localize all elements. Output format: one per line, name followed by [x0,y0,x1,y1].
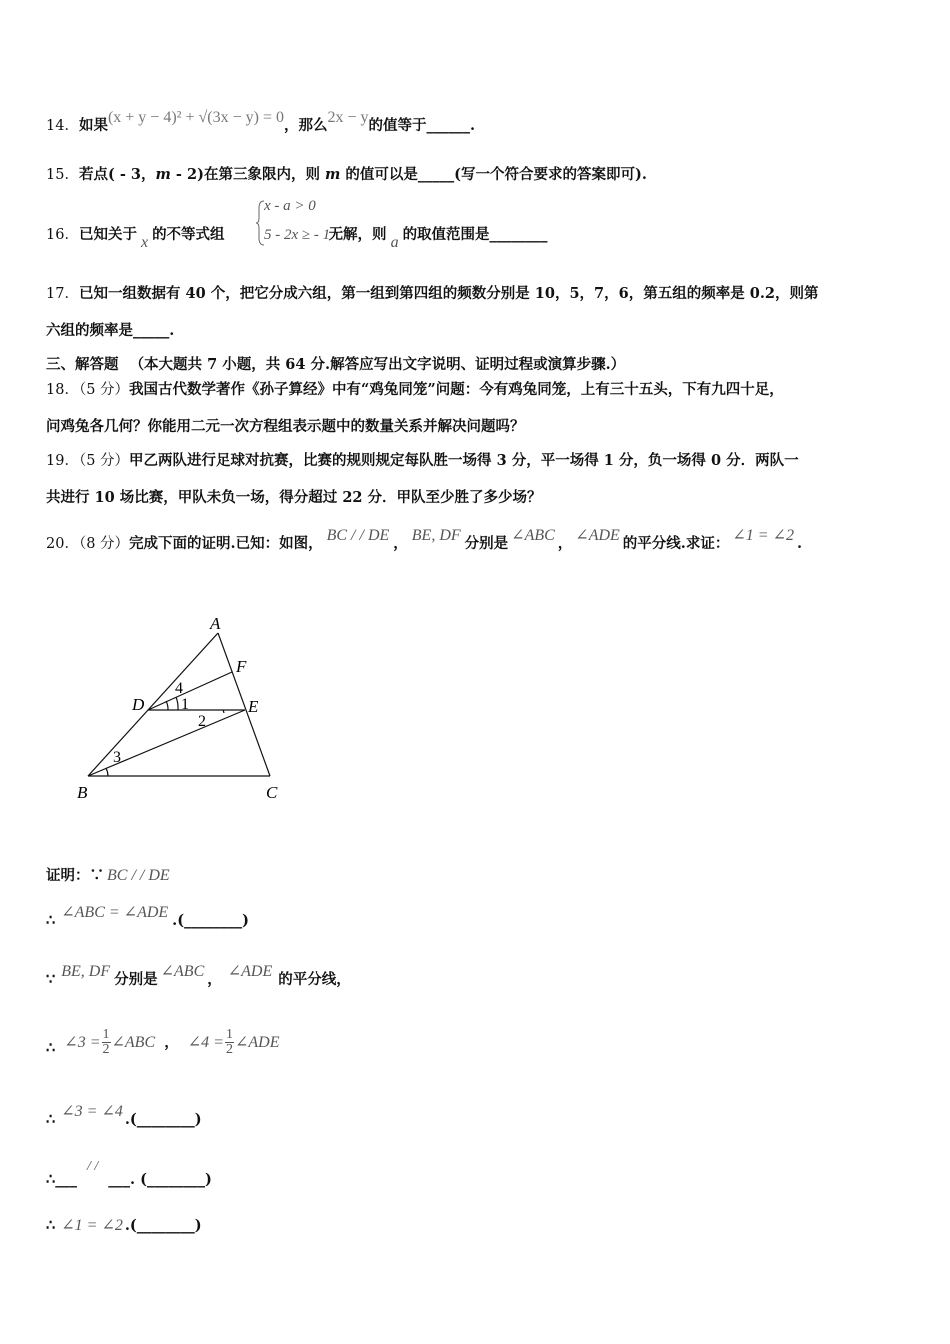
question-text: 已知一组数据有 40 个，把它分成六组，第一组到第四组的频数分别是 10，5，7，6，第五组的频率是 0.2，则第 [78,285,819,302]
question-text: 完成下面的证明.已知：如图， [129,535,323,552]
because-symbol: ∵ [89,867,104,884]
question-text: ，那么 [283,117,328,134]
math-angle-1-eq-2: ∠1 = ∠2 [61,1217,123,1234]
inequality-1: x - a > 0 [264,198,316,214]
fraction-half [102,1028,111,1057]
proof-text: 分别是 [114,971,158,988]
angle-1-label: 1 [181,696,189,713]
section-note: （本大题共 7 小题，共 64 分.解答应写出文字说明、证明过程或演算步骤.） [129,356,626,373]
proof-line-3 [46,963,351,990]
fraction-half [225,1028,234,1057]
proof-line-2 [46,904,249,931]
fill-blank[interactable]: ___ [108,1171,131,1188]
therefore-symbol: ∴ [46,912,56,929]
reason-blank[interactable]: . (________) [130,1171,212,1188]
variable-a: a [390,234,399,251]
question-score: （5 分） [78,382,130,398]
question-18-line-2: 问鸡兔各几何？你能用二元一次方程组表示题中的数量关系并解决问题吗？ [46,418,525,435]
fraction-numerator: 1 [102,1027,110,1042]
inequality-2: 5 - 2x ≥ - 1 [264,227,331,243]
proof-line-6 [46,1159,212,1191]
math-be-df: BE, DF [411,527,461,544]
question-19 [46,451,799,471]
question-score: （8 分） [78,536,130,552]
proof-line-7 [46,1216,202,1236]
question-text: - 2)在第三象限内，则 [170,166,325,183]
variable-x: x [140,234,149,251]
section-heading: 三、解答题 [46,356,119,373]
angle-3-label: 3 [113,749,121,766]
variable-m: m [325,166,341,183]
math-angle-abc: ∠ABC [511,527,555,544]
proof-text: ， [207,971,222,988]
question-number: 15． [46,167,79,183]
therefore-symbol: ∴ [46,1217,56,1234]
reason-blank[interactable]: .(________) [124,1217,202,1234]
math-angle-3: ∠3 = [64,1033,101,1051]
question-number: 20． [46,536,79,552]
question-number: 19． [46,453,79,469]
reason-blank[interactable]: .(________) [172,912,249,929]
formula: (x + y − 4)² + √(3x − y) = 0 [107,109,284,126]
section-title [46,355,625,375]
label-e: E [248,697,259,716]
triangle-figure [70,610,330,810]
question-text: . [796,535,803,552]
angle-4-label: 4 [175,680,183,697]
question-text: 我国古代数学著作《孙子算经》中有“鸡兔同笼”问题：今有鸡兔同笼，上有三十五头，下有九四十足， [129,381,784,398]
question-text: 无解，则 [328,226,387,243]
math-angle-abc: ∠ABC [111,1033,156,1051]
math-be-df: BE, DF [61,963,111,980]
angle-2-label: 2 [198,713,206,730]
parallel-symbol: / / [86,1159,99,1174]
reason-blank[interactable]: .(________) [124,1111,202,1128]
question-text: 若点( - 3， [78,166,156,183]
math-bc-parallel-de: BC / / DE [107,867,170,884]
therefore-symbol: ∴ [46,1111,56,1128]
therefore-symbol: ∴ [46,1039,56,1057]
variable-m: m [155,166,171,183]
math-angle-ade: ∠ADE [234,1033,280,1051]
proof-line-4 [46,1027,280,1063]
question-text: 分别是 [464,535,509,552]
question-text: 的取值范围是________ [402,226,548,243]
inequality-system [256,198,356,248]
proof-label: 证明： [46,867,90,884]
math-angle-equality: ∠ABC = ∠ADE [61,904,169,921]
question-14 [46,109,476,136]
label-f: F [236,657,247,676]
question-text: 的平分线.求证： [622,535,730,552]
question-text: 如果 [78,117,108,134]
question-text: ， [557,535,573,552]
question-18 [46,380,784,400]
question-text: 的值等于______. [368,117,476,134]
therefore-symbol: ∴ [46,1171,56,1188]
proof-line-1 [46,866,170,886]
question-text: 的值可以是_____(写一个符合要求的答案即可). [340,166,647,183]
question-text: ， [393,535,408,552]
fraction-denominator: 2 [225,1042,233,1057]
proof-line-5 [46,1103,202,1130]
question-text: 甲乙两队进行足球对抗赛，比赛的规则规定每队胜一场得 3 分，平一场得 1 分，负一场得 0 分．两队一 [129,452,799,469]
question-15 [46,165,647,185]
fill-blank[interactable]: ___ [55,1171,77,1188]
math-angle-3-eq-4: ∠3 = ∠4 [61,1103,123,1120]
because-symbol: ∵ [46,971,56,988]
label-c: C [266,783,278,802]
question-text: 的不等式组 [152,226,225,243]
question-text: 已知关于 [78,226,137,243]
question-number: 18． [46,382,79,398]
math-angle-equality: ∠1 = ∠2 [732,527,794,544]
math-angle-abc: ∠ABC [160,963,205,980]
question-score: （5 分） [78,453,130,469]
proof-text: ， [164,1033,179,1051]
question-number: 16． [46,227,79,243]
label-b: B [77,783,88,802]
question-20 [46,527,803,554]
math-angle-ade: ∠ADE [575,527,620,544]
question-19-line-2: 共进行 10 场比赛，甲队未负一场，得分超过 22 分．甲队至少胜了多少场？ [46,489,542,506]
math-angle-4: ∠4 = [187,1033,224,1051]
fraction-denominator: 2 [102,1042,110,1057]
label-d: D [132,695,145,714]
question-number: 14． [46,118,79,134]
proof-text: 的平分线， [278,971,351,988]
question-17-line-2: 六组的频率是_____. [46,322,175,339]
label-a: A [210,614,221,633]
question-number: 17． [46,286,79,302]
expression: 2x − y [327,109,369,126]
math-angle-ade: ∠ADE [227,963,273,980]
question-17 [46,284,819,304]
math-bc-parallel-de: BC / / DE [326,527,390,544]
fraction-numerator: 1 [225,1027,233,1042]
